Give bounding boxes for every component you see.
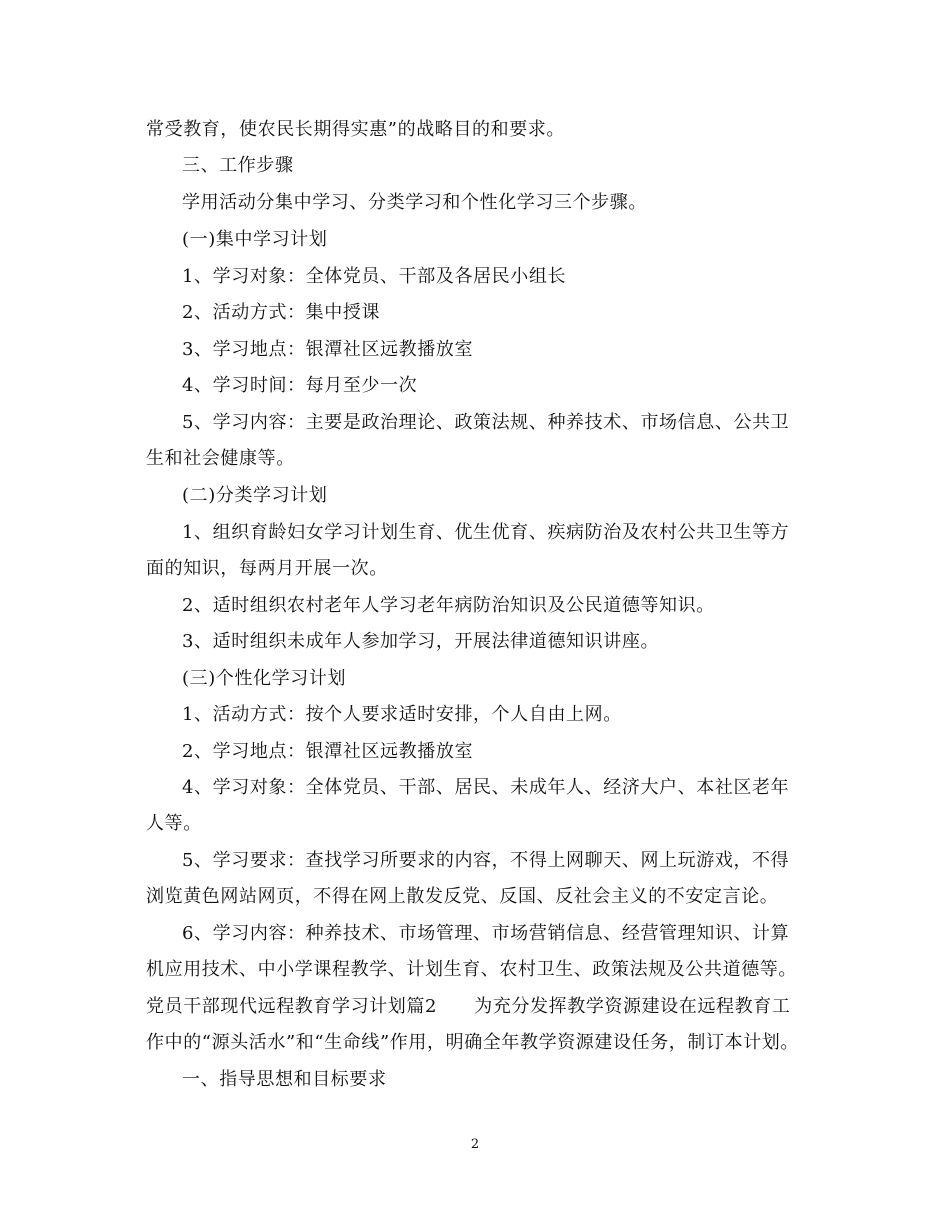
list-item: 5、学习要求：查找学习所要求的内容，不得上网聊天、网上玩游戏，不得	[182, 850, 790, 871]
list-item: 1、组织育龄妇女学习计划生育、优生优育、疾病防治及农村公共卫生等方	[182, 522, 790, 543]
paragraph-line: 学用活动分集中学习、分类学习和个性化学习三个步骤。	[182, 192, 647, 213]
list-item: 3、适时组织未成年人参加学习，开展法律道德知识讲座。	[182, 631, 660, 652]
subsection-heading: (三)个性化学习计划	[182, 668, 347, 689]
paragraph-line: 党员干部现代远程教育学习计划篇2 为充分发挥教学资源建设在远程教育工	[146, 996, 791, 1017]
paragraph-line: 常受教育，使农民长期得实惠”的战略目的和要求。	[146, 119, 565, 140]
list-item: 5、学习内容：主要是政治理论、政策法规、种养技术、市场信息、公共卫	[182, 412, 790, 433]
paragraph-line: 作中的“源头活水”和“生命线”作用，明确全年教学资源建设任务，制订本计划。	[146, 1032, 800, 1053]
list-item: 3、学习地点：银潭社区远教播放室	[182, 339, 474, 360]
subsection-heading: (一)集中学习计划	[182, 229, 328, 250]
list-item-continued: 面的知识，每两月开展一次。	[146, 558, 388, 579]
list-item-continued: 生和社会健康等。	[146, 448, 295, 469]
page-number: 2	[470, 1137, 480, 1152]
list-item-continued: 人等。	[146, 813, 202, 834]
list-item-continued: 机应用技术、中小学课程教学、计划生育、农村卫生、政策法规及公共道德等。	[146, 959, 797, 980]
list-item: 4、学习对象：全体党员、干部、居民、未成年人、经济大户、本社区老年	[182, 777, 790, 798]
section-heading: 一、指导思想和目标要求	[182, 1069, 387, 1090]
list-item: 2、适时组织农村老年人学习老年病防治知识及公民道德等知识。	[182, 595, 715, 616]
list-item: 1、学习对象：全体党员、干部及各居民小组长	[182, 266, 567, 287]
list-item: 1、活动方式：按个人要求适时安排，个人自由上网。	[182, 704, 622, 725]
list-item-continued: 浏览黄色网站网页，不得在网上散发反党、反国、反社会主义的不安定言论。	[146, 886, 779, 907]
list-item: 6、学习内容：种养技术、市场管理、市场营销信息、经营管理知识、计算	[182, 923, 790, 944]
section-heading: 三、工作步骤	[182, 155, 294, 176]
list-item: 2、学习地点：银潭社区远教播放室	[182, 741, 474, 762]
list-item: 4、学习时间：每月至少一次	[182, 375, 418, 396]
subsection-heading: (二)分类学习计划	[182, 485, 328, 506]
list-item: 2、活动方式：集中授课	[182, 302, 381, 323]
